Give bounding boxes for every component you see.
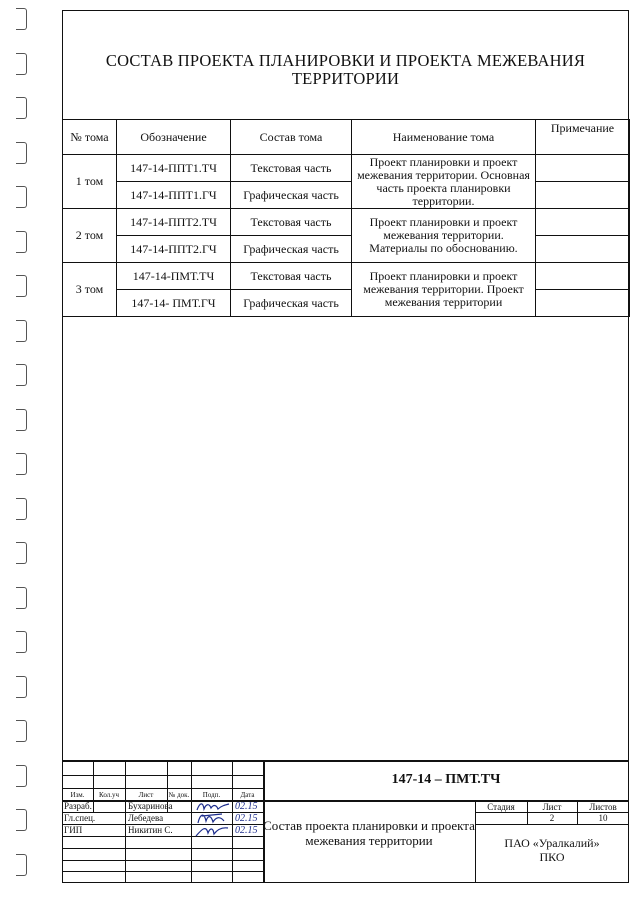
role-chief-specialist: Гл.спец.: [64, 813, 96, 823]
volume-name-cell: Проект планировки и проект межевания территории. Проект межевания территории: [352, 263, 536, 317]
binding-ring: [16, 142, 27, 164]
title-block: [62, 760, 629, 883]
vol-cell: 1 том: [63, 155, 117, 209]
binding-ring: [16, 765, 27, 787]
table-row: [63, 236, 630, 263]
sheet-name: Состав проекта планировки и проекта межевания территории: [263, 818, 475, 848]
header-composition: Состав тома: [231, 120, 352, 155]
organization: [475, 836, 629, 864]
binding-ring: [16, 498, 27, 520]
composition-cell: Текстовая часть: [231, 263, 352, 290]
designation-cell: 147-14-ППТ1.ТЧ: [117, 155, 231, 182]
date-chief-specialist: 02.15: [235, 813, 258, 824]
document-code: 147-14 – ПМТ.ТЧ: [391, 772, 501, 787]
note-cell: [536, 155, 630, 182]
role-chief-engineer: ГИП: [64, 825, 83, 835]
table-row: [63, 182, 630, 209]
sheets-value: 10: [598, 813, 608, 823]
note-cell: [536, 263, 630, 290]
composition-cell: Графическая часть: [231, 290, 352, 317]
binding-ring: [16, 809, 27, 831]
header-note: Примечание: [536, 120, 630, 155]
organization-line-1: ПАО «Уралкалий»: [504, 836, 600, 850]
vol-cell: 3 том: [63, 263, 117, 317]
binding-ring: [16, 587, 27, 609]
col-header-data: Дата: [240, 791, 255, 799]
note-cell: [536, 182, 630, 209]
binding-ring: [16, 676, 27, 698]
header-name: Наименование тома: [352, 120, 536, 155]
composition-cell: Текстовая часть: [231, 209, 352, 236]
role-developer: Разраб.: [64, 801, 92, 811]
designation-cell: 147-14-ПМТ.ТЧ: [117, 263, 231, 290]
table-row: [63, 209, 630, 236]
col-header-list: Лист: [138, 791, 154, 799]
organization-line-2: ПКО: [539, 850, 565, 864]
volume-name-cell: Проект планировки и проект межевания территории. Основная часть проекта планировки территории.: [352, 155, 536, 209]
composition-cell: Графическая часть: [231, 182, 352, 209]
binding-ring: [16, 231, 27, 253]
header-vol: № тома: [63, 120, 117, 155]
name-chief-engineer: Никитин С.: [128, 825, 173, 835]
name-chief-specialist: Лебедева: [128, 813, 164, 823]
designation-cell: 147-14-ППТ2.ГЧ: [117, 236, 231, 263]
vol-cell: 2 том: [63, 209, 117, 263]
table-header-row: [63, 120, 630, 155]
binding-ring: [16, 854, 27, 876]
name-developer: Бухаринова: [128, 801, 173, 811]
binding-ring: [16, 320, 27, 342]
note-cell: [536, 290, 630, 317]
sheets-label: Листов: [589, 802, 617, 812]
binding-ring: [16, 542, 27, 564]
designation-cell: 147-14-ППТ1.ГЧ: [117, 182, 231, 209]
col-header-ndok: № док.: [168, 791, 190, 799]
volume-name-cell: Проект планировки и проект межевания территории. Материалы по обоснованию.: [352, 209, 536, 263]
binding-ring: [16, 186, 27, 208]
document-title: [62, 52, 629, 88]
title-line-2: ТЕРРИТОРИИ: [291, 69, 400, 88]
binding-ring: [16, 720, 27, 742]
binding-ring: [16, 364, 27, 386]
binding-holes: [0, 0, 40, 905]
contents-table: [62, 119, 630, 317]
binding-ring: [16, 97, 27, 119]
table-row: [63, 290, 630, 317]
sheet-label: Лист: [542, 802, 562, 812]
binding-ring: [16, 275, 27, 297]
date-developer: 02.15: [235, 801, 258, 812]
table-row: [63, 263, 630, 290]
col-header-izm: Изм.: [70, 791, 85, 799]
binding-ring: [16, 453, 27, 475]
binding-ring: [16, 8, 27, 30]
signature-chief-engineer: [194, 823, 232, 838]
table-row: [63, 155, 630, 182]
composition-cell: Текстовая часть: [231, 155, 352, 182]
header-designation: Обозначение: [117, 120, 231, 155]
binding-ring: [16, 53, 27, 75]
note-cell: [536, 236, 630, 263]
composition-cell: Графическая часть: [231, 236, 352, 263]
designation-cell: 147-14-ППТ2.ТЧ: [117, 209, 231, 236]
title-line-1: СОСТАВ ПРОЕКТА ПЛАНИРОВКИ И ПРОЕКТА МЕЖЕВАНИЯ: [105, 51, 586, 70]
date-chief-engineer: 02.15: [235, 825, 258, 836]
stage-label: Стадия: [487, 802, 515, 812]
note-cell: [536, 209, 630, 236]
designation-cell: 147-14- ПМТ.ГЧ: [117, 290, 231, 317]
binding-ring: [16, 631, 27, 653]
sheet-value: 2: [549, 813, 555, 823]
binding-ring: [16, 409, 27, 431]
col-header-podp: Подп.: [202, 791, 221, 799]
col-header-kol: Кол.уч: [99, 791, 119, 799]
